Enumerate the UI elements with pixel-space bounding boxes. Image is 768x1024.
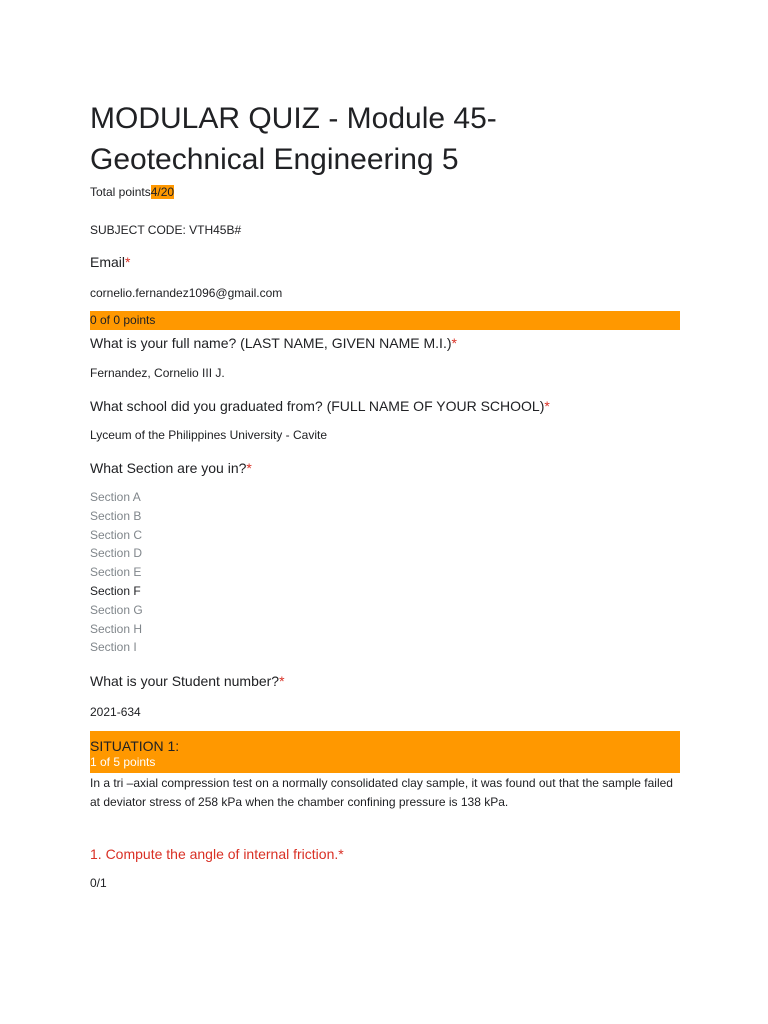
required-mark: *: [125, 254, 131, 270]
section-option[interactable]: Section D: [90, 546, 143, 561]
question-1-label-text: 1. Compute the angle of internal friction.: [90, 846, 339, 863]
student-number-label-text: What is your Student number?: [90, 673, 280, 690]
section-option[interactable]: Section E: [90, 565, 142, 580]
total-points: [90, 184, 680, 200]
section-label: [90, 459, 680, 477]
section-option-selected[interactable]: Section F: [90, 583, 141, 598]
school-label-text: What school did you graduated from? (FULL NAME OF YOUR SCHOOL): [90, 398, 545, 414]
section-points-bar: 0 of 0 points: [90, 311, 680, 330]
required-mark: *: [279, 673, 285, 690]
section-label-text: What Section are you in?: [90, 460, 247, 476]
section-option[interactable]: Section H: [90, 621, 143, 636]
quiz-page: [90, 98, 680, 891]
total-score-badge: 4/20: [150, 185, 175, 199]
question-1-score: 0/1: [90, 876, 107, 891]
total-points-label: Total points: [90, 185, 151, 199]
required-mark: *: [246, 460, 252, 476]
situation-header: [90, 731, 680, 773]
email-label-text: Email: [90, 254, 126, 270]
email-value: cornelio.fernandez1096@gmail.com: [90, 286, 283, 300]
section-option[interactable]: Section B: [90, 508, 142, 523]
section-option[interactable]: Section C: [90, 527, 143, 542]
title-line-1: MODULAR QUIZ - Module 45-: [90, 102, 497, 135]
full-name-label-text: What is your full name? (LAST NAME, GIVEN NAME M.I.): [90, 335, 452, 351]
required-mark: *: [338, 846, 344, 863]
school-label: [90, 397, 680, 415]
title-line-2: Geotechnical Engineering 5: [90, 143, 459, 176]
subject-code: SUBJECT CODE: VTH45B#: [90, 223, 242, 237]
question-1-label: [90, 845, 680, 863]
situation-problem-text: In a tri –axial compression test on a normally consolidated clay sample, it was found out that the sample failed at deviator stress of 258 kPa when the chamber confining pressure is 138 kPa.: [90, 776, 673, 810]
situation-points: 1 of 5 points: [90, 755, 156, 770]
section-option[interactable]: Section I: [90, 640, 137, 655]
school-value: Lyceum of the Philippines University - Cavite: [90, 428, 327, 442]
section-options: [90, 488, 680, 657]
section-option[interactable]: Section G: [90, 602, 143, 617]
required-mark: *: [451, 335, 457, 351]
email-label: [90, 253, 680, 271]
page-title: [90, 98, 680, 180]
situation-title: SITUATION 1:: [90, 738, 180, 755]
full-name-value: Fernandez, Cornelio III J.: [90, 366, 225, 380]
student-number-value: 2021-634: [90, 705, 141, 720]
student-number-label: [90, 672, 680, 690]
full-name-label: [90, 334, 680, 352]
section-option[interactable]: Section A: [90, 490, 141, 504]
required-mark: *: [544, 398, 550, 414]
